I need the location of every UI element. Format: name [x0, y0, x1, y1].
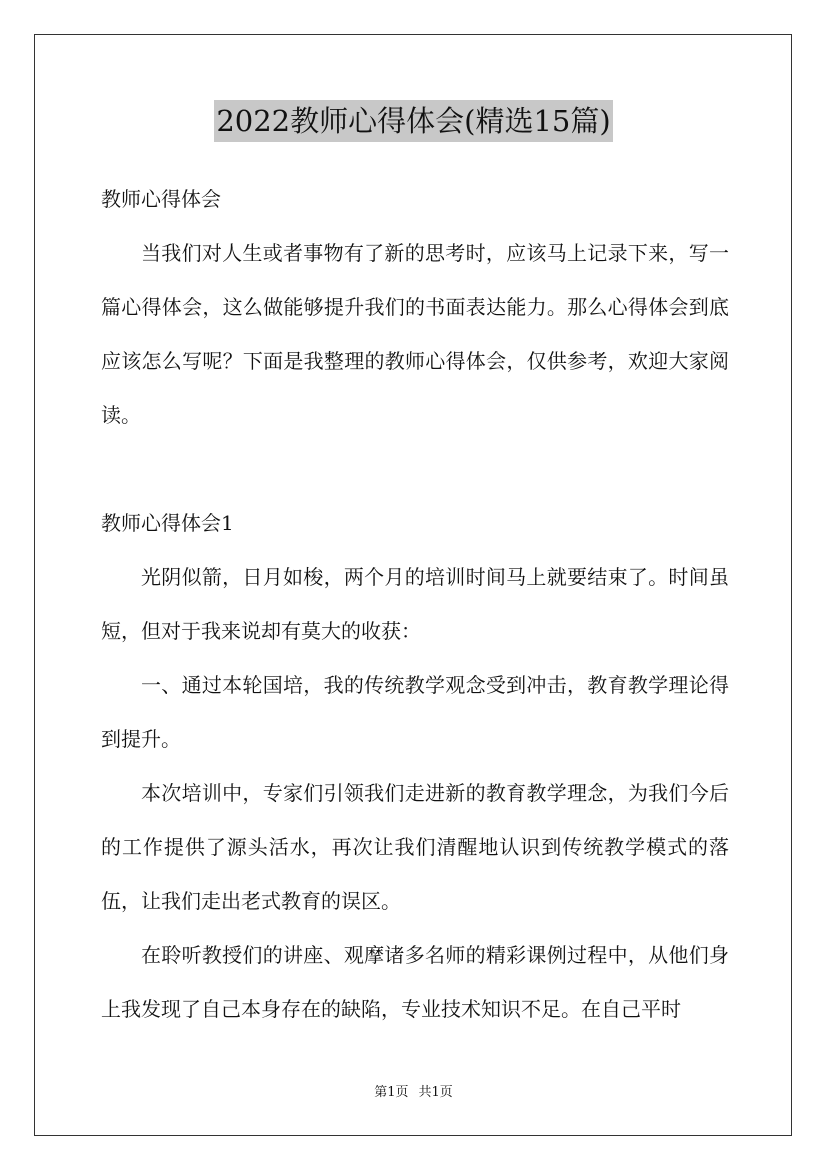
subheading-1: 教师心得体会1	[101, 511, 234, 535]
title-wrap	[0, 100, 827, 142]
intro-paragraph: 当我们对人生或者事物有了新的思考时，应该马上记录下来，写一篇心得体会，这么做能够提升我们的书面表达能力。那么心得体会到底应该怎么写呢？下面是我整理的教师心得体会，仅供参考，欢迎大家阅读。	[101, 241, 729, 427]
paragraph-3: 本次培训中，专家们引领我们走进新的教育教学理念，为我们今后的工作提供了源头活水，再次让我们清醒地认识到传统教学模式的落伍，让我们走出老式教育的误区。	[101, 781, 729, 913]
page-number: 第1页	[374, 1085, 409, 1100]
section-heading: 教师心得体会	[101, 187, 221, 211]
document-body	[101, 172, 729, 1036]
paragraph-1: 光阴似箭，日月如梭，两个月的培训时间马上就要结束了。时间虽短，但对于我来说却有莫大的收获：	[101, 565, 729, 643]
document-title: 2022教师心得体会(精选15篇)	[214, 100, 612, 142]
page-total: 共1页	[418, 1085, 453, 1100]
paragraph-2: 一、通过本轮国培，我的传统教学观念受到冲击，教育教学理论得到提升。	[101, 673, 729, 751]
paragraph-4: 在聆听教授们的讲座、观摩诸多名师的精彩课例过程中，从他们身上我发现了自己本身存在的缺陷，专业技术知识不足。在自己平时	[101, 943, 729, 1021]
page-footer	[0, 1084, 827, 1102]
